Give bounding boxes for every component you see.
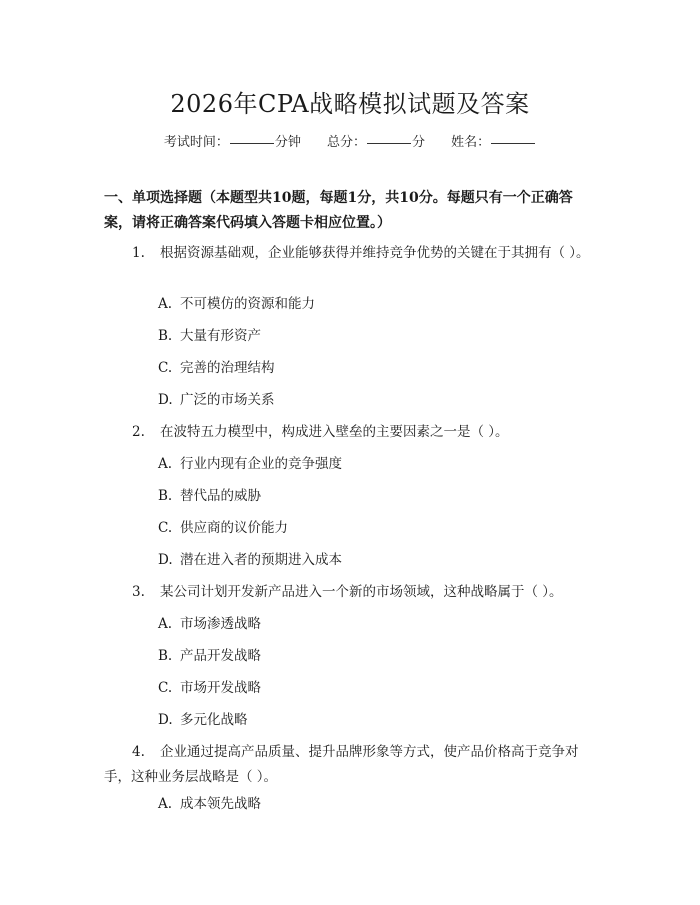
score-label: 总分：: [326, 135, 366, 150]
question-4: [104, 740, 596, 790]
exam-meta: [0, 131, 700, 150]
option-4a: A. 成本领先战略: [158, 796, 261, 812]
page-title: 2026年CPA战略模拟试题及答案: [170, 90, 530, 118]
question-text: 某公司计划开发新产品进入一个新的市场领域，这种战略属于（ ）。: [160, 584, 563, 600]
question-number: 4.: [132, 744, 145, 760]
score-blank: [367, 143, 411, 144]
name-label: 姓名：: [451, 135, 491, 150]
exam-time: [164, 131, 301, 150]
option-1a: A. 不可模仿的资源和能力: [158, 296, 315, 312]
exam-name: [451, 131, 536, 150]
option-2d: D. 潜在进入者的预期进入成本: [158, 552, 342, 568]
question-2: [104, 420, 596, 445]
time-label: 考试时间：: [163, 135, 229, 150]
question-number: 2.: [132, 424, 145, 440]
question-text: 在波特五力模型中，构成进入壁垒的主要因素之一是（ ）。: [160, 424, 509, 440]
section-heading: 一、单项选择题（本题型共10题，每题1分，共10分。每题只有一个正确答案，请将正确答案代码填入答题卡相应位置。）: [104, 190, 573, 231]
time-blank: [230, 143, 274, 144]
option-1c: C. 完善的治理结构: [158, 360, 275, 376]
option-2b: B. 替代品的威胁: [158, 488, 261, 504]
time-unit: 分钟: [274, 135, 301, 150]
question-text: 根据资源基础观，企业能够获得并维持竞争优势的关键在于其拥有（ ）。: [160, 245, 590, 261]
question-3: [104, 580, 596, 605]
question-1: [104, 241, 596, 266]
option-3a: A. 市场渗透战略: [158, 616, 261, 632]
option-2c: C. 供应商的议价能力: [158, 520, 288, 536]
option-3c: C. 市场开发战略: [158, 680, 261, 696]
exam-score: [327, 131, 425, 150]
score-unit: 分: [412, 135, 426, 150]
question-number: 1.: [132, 245, 145, 261]
option-2a: A. 行业内现有企业的竞争强度: [158, 456, 342, 472]
option-3d: D. 多元化战略: [158, 712, 248, 728]
option-1b: B. 大量有形资产: [158, 328, 261, 344]
question-text: 企业通过提高产品质量、提升品牌形象等方式，使产品价格高于竞争对手，这种业务层战略是（ ）。: [104, 744, 579, 785]
name-blank: [491, 143, 535, 144]
option-1d: D. 广泛的市场关系: [158, 392, 275, 408]
question-number: 3.: [132, 584, 145, 600]
option-3b: B. 产品开发战略: [158, 648, 261, 664]
